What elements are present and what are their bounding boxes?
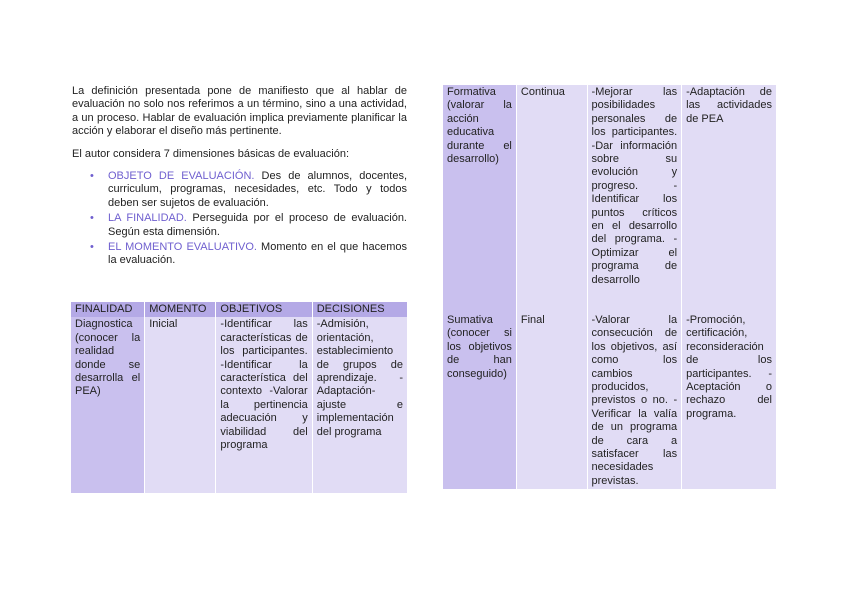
cell-finalidad: Sumativa (conocer si los objetivos de han conseguido) bbox=[443, 313, 516, 489]
cell-decisiones: -Admisión, orientación, establecimiento de grupos de aprendizaje. -Adaptación-ajuste e implementación del programa bbox=[313, 317, 407, 493]
header-finalidad: FINALIDAD bbox=[71, 302, 144, 317]
bullet-icon: • bbox=[90, 241, 94, 254]
evaluation-table-part1 bbox=[70, 302, 408, 493]
cell-objetivos: -Valorar la consecución de los objetivos, así como los cambios producidos, previstos o no. -Verificar la valía de un programa de cara a satisfacer las necesidades previstas. bbox=[588, 313, 682, 489]
cell-momento: Inicial bbox=[145, 317, 215, 493]
evaluation-table-part2 bbox=[442, 85, 777, 489]
dimensions-list bbox=[90, 170, 407, 268]
cell-objetivos: -Mejorar las posibilidades personales de los participantes. -Dar información sobre su evolución y progreso. -Identificar los puntos críticos en el desarrollo del programa. -Optimizar el programa de desarrollo bbox=[588, 85, 682, 313]
bullet-text: Perseguida por el proceso de evaluación. Según esta dimensión. bbox=[108, 212, 407, 238]
cell-momento: Continua bbox=[517, 85, 587, 313]
table-header-row bbox=[71, 302, 407, 317]
table-row bbox=[71, 317, 407, 493]
bullet-icon: • bbox=[90, 212, 94, 225]
header-momento: MOMENTO bbox=[145, 302, 215, 317]
text-column bbox=[72, 85, 407, 270]
cell-decisiones: -Promoción, certificación, reconsideración de los participantes. -Aceptación o rechazo del programa. bbox=[682, 313, 776, 489]
cell-momento: Final bbox=[517, 313, 587, 489]
bullet-icon: • bbox=[90, 170, 94, 183]
bullet-keyword: EL MOMENTO EVALUATIVO. bbox=[108, 241, 257, 254]
intro-paragraph: La definición presentada pone de manifiesto que al hablar de evaluación no solo nos referimos a un término, sino a una actividad, a un proceso. Hablar de evaluación implica previamente planificar la acción y elaborar el diseño más pertinente. bbox=[72, 85, 407, 138]
dimensions-intro: El autor considera 7 dimensiones básicas de evaluación: bbox=[72, 147, 349, 160]
header-objetivos: OBJETIVOS bbox=[216, 302, 311, 317]
bullet-keyword: LA FINALIDAD. bbox=[108, 212, 187, 225]
cell-objetivos: -Identificar las características de los participantes. -Identificar la característica del contexto -Valorar la pertinencia adecuación y viabilidad del programa bbox=[216, 317, 311, 493]
bullet-text: Des de alumnos, docentes, curriculum, programas, necesidades, etc. Todo y todos deben ser sujetos de evaluación. bbox=[108, 170, 407, 209]
list-item bbox=[90, 241, 407, 268]
cell-decisiones: -Adaptación de las actividades de PEA bbox=[682, 85, 776, 313]
table-row bbox=[443, 85, 776, 313]
cell-finalidad: Formativa (valorar la acción educativa durante el desarrollo) bbox=[443, 85, 516, 313]
list-item bbox=[90, 212, 407, 239]
header-decisiones: DECISIONES bbox=[313, 302, 407, 317]
bullet-text: Momento en el que hacemos la evaluación. bbox=[108, 241, 407, 267]
cell-finalidad: Diagnostica (conocer la realidad donde se desarrolla el PEA) bbox=[71, 317, 144, 493]
table-row bbox=[443, 313, 776, 489]
list-item bbox=[90, 170, 407, 210]
bullet-keyword: OBJETO DE EVALUACIÓN. bbox=[108, 170, 255, 183]
